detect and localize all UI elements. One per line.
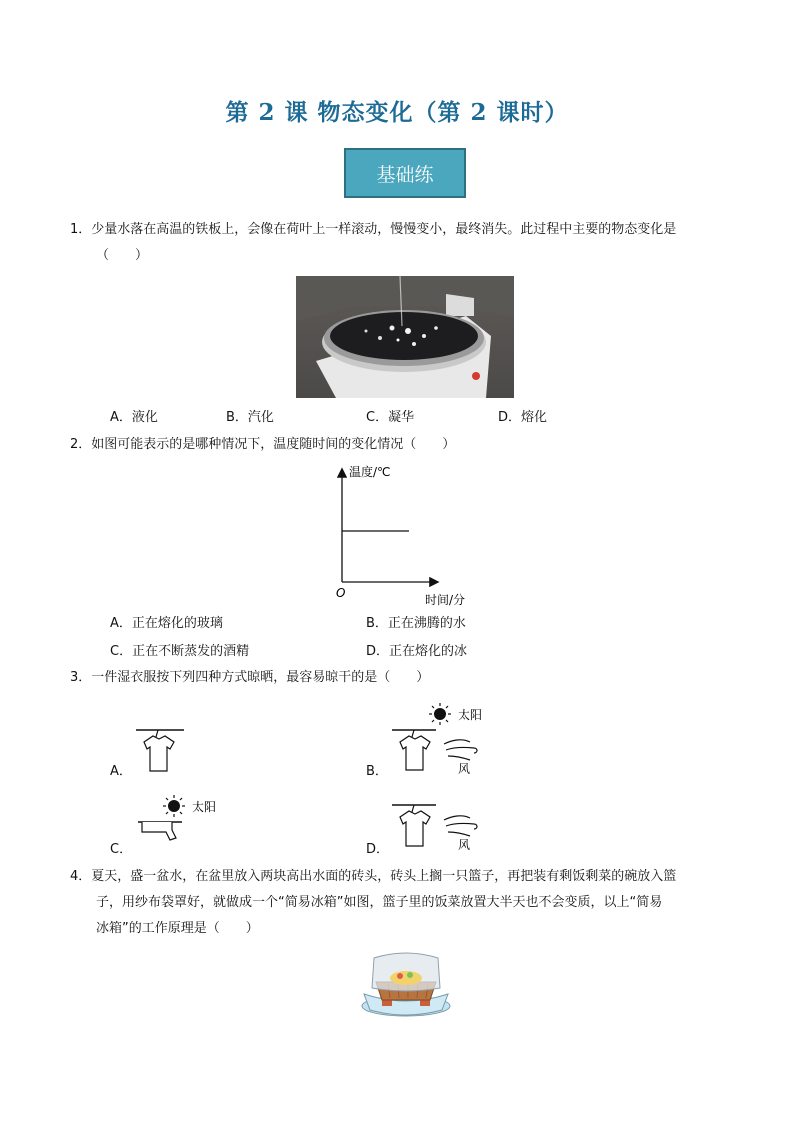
sun-icon bbox=[429, 703, 451, 725]
wind-icon bbox=[444, 740, 477, 760]
q1-option-b: B．汽化 bbox=[226, 410, 274, 425]
wind-label: 风 bbox=[458, 762, 471, 776]
question-1-line2: （ ） bbox=[96, 248, 149, 263]
shirt-wind-d bbox=[390, 800, 500, 860]
question-4-line3: 冰箱”的工作原理是（ ） bbox=[96, 921, 259, 936]
q1-option-c: C．凝华 bbox=[366, 410, 415, 425]
hotplate-photo bbox=[296, 276, 514, 398]
page-title: 第 2 课 物态变化（第 2 课时） bbox=[225, 99, 569, 126]
simple-fridge-illustration bbox=[358, 948, 454, 1020]
q2-option-b: B．正在沸腾的水 bbox=[366, 616, 466, 631]
sun-label: 太阳 bbox=[192, 800, 217, 814]
q2-option-d: D．正在熔化的冰 bbox=[366, 644, 468, 659]
question-4-line2: 子，用纱布袋罩好，就做成一个“简易冰箱”如图，篮子里的饭菜放置大半天也不会变质，以上“简易 bbox=[96, 895, 663, 910]
q3-label-c: C． bbox=[110, 842, 133, 857]
wind-label: 风 bbox=[458, 838, 471, 852]
shirt-sun-wind-b bbox=[390, 700, 500, 780]
question-4-line1: 4．夏天，盛一盆水，在盆里放入两块高出水面的砖头，砖头上搁一只篮子，再把装有剩饭剩菜的碗放入篮 bbox=[70, 869, 677, 884]
sun-icon bbox=[163, 795, 185, 817]
q1-option-d: D．熔化 bbox=[498, 410, 548, 425]
y-axis-label: 温度/℃ bbox=[349, 465, 391, 479]
q3-label-a: A． bbox=[110, 764, 132, 779]
shirt-icon-a bbox=[136, 725, 196, 777]
q3-label-d: D． bbox=[366, 842, 390, 857]
q2-option-c: C．正在不断蒸发的酒精 bbox=[110, 644, 250, 659]
q1-option-a: A．液化 bbox=[110, 410, 158, 425]
temperature-graph bbox=[325, 460, 485, 610]
question-3-stem: 3．一件湿衣服按下列四种方式晾晒，最容易晾干的是（ ） bbox=[70, 670, 430, 685]
section-badge: 基础练 bbox=[344, 148, 466, 198]
q3-label-b: B． bbox=[366, 764, 388, 779]
sun-label: 太阳 bbox=[458, 708, 483, 722]
q2-option-a: A．正在熔化的玻璃 bbox=[110, 616, 223, 631]
x-axis-label: 时间/分 bbox=[425, 593, 466, 607]
wind-icon bbox=[444, 816, 477, 836]
origin-label: O bbox=[336, 586, 346, 600]
folded-clothes-sun-c bbox=[136, 790, 236, 850]
question-1-line1: 1．少量水落在高温的铁板上，会像在荷叶上一样滚动，慢慢变小，最终消失。此过程中主要的物态变化是 bbox=[70, 222, 677, 237]
question-2-stem: 2．如图可能表示的是哪种情况下，温度随时间的变化情况（ ） bbox=[70, 437, 456, 452]
